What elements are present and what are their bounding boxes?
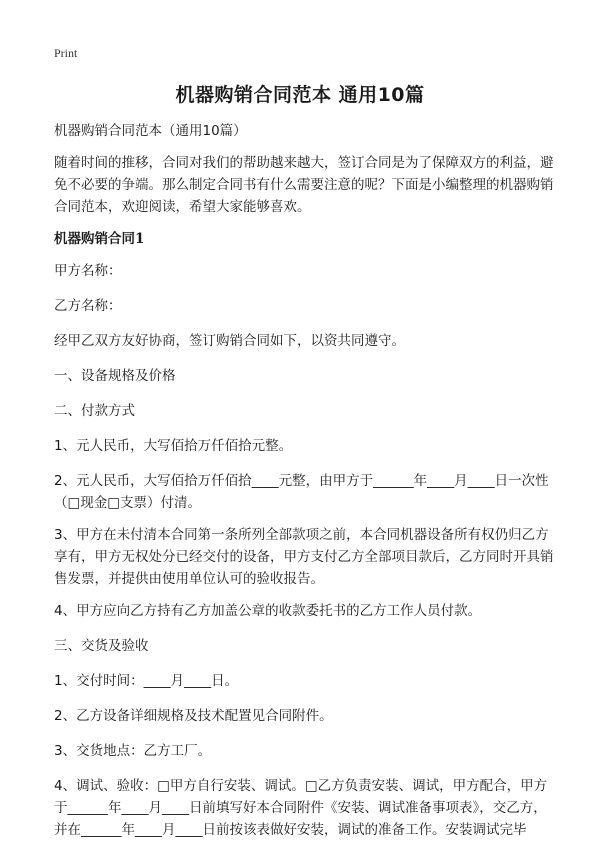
delivery-item-4: 4、调试、验收：□甲方自行安装、调试。□乙方负责安装、调试，甲方配合，甲方于______年____月____日前填写好本合同附件《安装、调试准备事项表》，交乙方，并在______年____月____日前按该表做好安装，调试的准备工作。安装调试完毕 xyxy=(54,778,548,838)
payment-item-2: 2、元人民币，大写佰拾万仟佰拾____元整，由甲方于______年____月____日一次性（□现金□支票）付清。 xyxy=(54,473,549,511)
payment-item-4: 4、甲方应向乙方持有乙方加盖公章的收款委托书的乙方工作人员付款。 xyxy=(54,603,482,619)
intro-paragraph: 随着时间的推移，合同对我们的帮助越来越大，签订合同是为了保障双方的利益，避免不必要的争端。那么制定合同书有什么需要注意的呢？下面是小编整理的机器购销合同范本，欢迎阅读，希望大家能够喜欢。 xyxy=(54,155,554,215)
clause-3-heading: 三、交货及验收 xyxy=(54,638,149,654)
document-subtitle: 机器购销合同范本（通用10篇） xyxy=(54,123,247,139)
delivery-item-2: 2、乙方设备详细规格及技术配置见合同附件。 xyxy=(54,708,333,724)
document-body xyxy=(54,120,554,851)
delivery-item-3: 3、交货地点：乙方工厂。 xyxy=(54,743,212,759)
section-heading: 机器购销合同1 xyxy=(54,231,145,247)
party-b-line: 乙方名称： xyxy=(54,298,122,314)
party-a-line: 甲方名称： xyxy=(54,263,122,279)
print-label: Print xyxy=(54,46,78,60)
clause-2-heading: 二、付款方式 xyxy=(54,403,135,419)
payment-item-3: 3、甲方在未付清本合同第一条所列全部款项之前，本合同机器设备所有权仍归乙方享有，甲方无权处分已经交付的设备，甲方支付乙方全部项目款后，乙方同时开具销售发票，并提供由使用单位认可的验收报告。 xyxy=(54,527,554,587)
delivery-item-1: 1、交付时间：____月____日。 xyxy=(54,673,239,689)
payment-item-1: 1、元人民币，大写佰拾万仟佰拾元整。 xyxy=(54,438,293,454)
clause-1-heading: 一、设备规格及价格 xyxy=(54,368,176,384)
agreement-line: 经甲乙双方友好协商，签订购销合同如下，以资共同遵守。 xyxy=(54,333,405,349)
document-title: 机器购销合同范本 通用10篇 xyxy=(175,84,425,106)
